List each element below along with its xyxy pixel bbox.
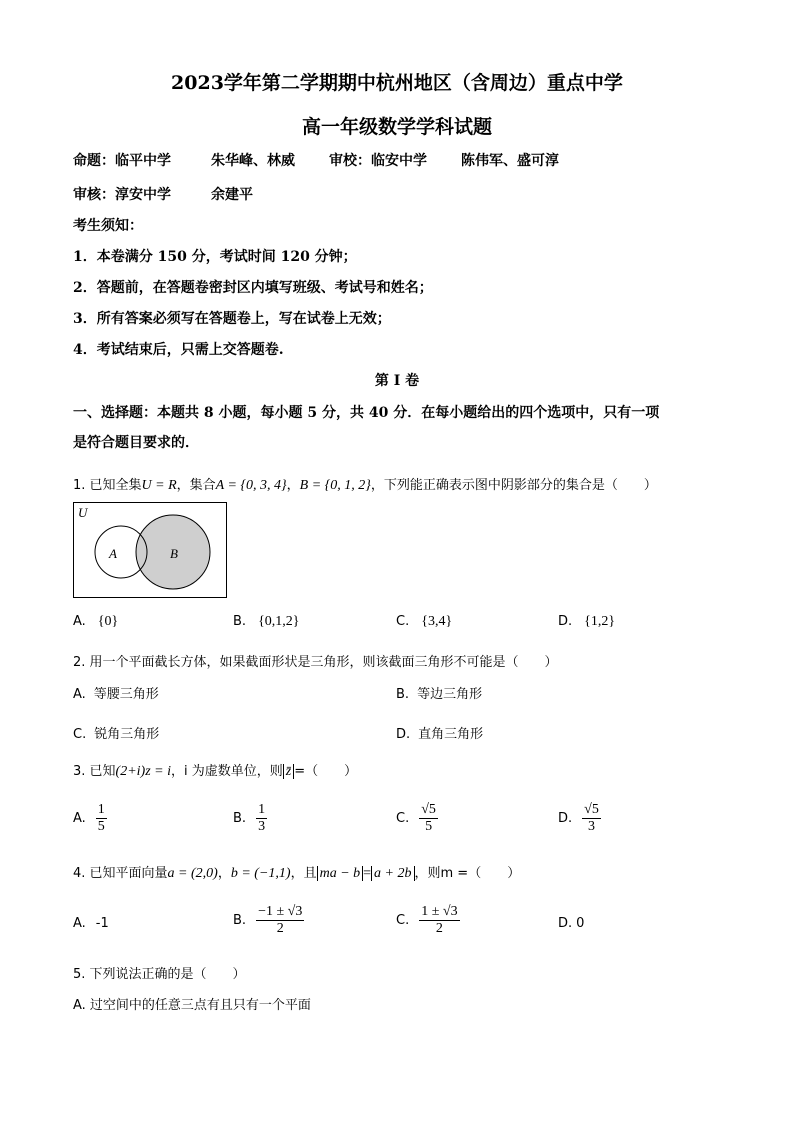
set-b: B = {0, 1, 2} <box>299 478 371 493</box>
q1-option-b[interactable]: B. {0,1,2} <box>233 614 300 629</box>
question-3-stem: 3. 已知(2+i)z = i，i 为虚数单位，则 z̄ =（ ） <box>73 764 358 779</box>
q4-abs-left: ma − b <box>317 866 364 881</box>
volume-heading: 第 I 卷 <box>374 373 420 389</box>
notice-item: 1．本卷满分 150 分，考试时间 120 分钟； <box>73 249 357 265</box>
q3-option-b[interactable]: B. $\frac{1}{3}$ <box>233 802 266 835</box>
q2-option-c[interactable]: C. 锐角三角形 <box>73 727 160 742</box>
venn-label-u: U <box>78 505 88 520</box>
question-1-stem: 1. 已知全集U = R，集合A = {0, 3, 4}，B = {0, 1, 2}，下列能正确表示图中阴影部分的集合是（ ） <box>73 478 657 493</box>
universal-set: U = R <box>141 478 177 493</box>
venn-label-b: B <box>170 546 178 561</box>
question-4-stem: 4. 已知平面向量a = (2,0)，b = (−1,1)，且 ma − b = a + 2b ，则m =（ ） <box>73 866 521 881</box>
set-a: A = {0, 3, 4} <box>215 478 287 493</box>
exam-subtitle: 高一年级数学学科试题 <box>301 116 492 138</box>
q4-option-a[interactable]: A. -1 <box>73 916 109 931</box>
exam-title: 2023学年第二学期期中杭州地区（含周边）重点中学 <box>171 72 623 94</box>
q5-option-a[interactable]: A. 过空间中的任意三点有且只有一个平面 <box>73 998 311 1013</box>
q3-option-d[interactable]: D. $\frac{√5}{3}$ <box>558 802 599 835</box>
credits-line-2 <box>73 184 253 204</box>
section-heading: 一、选择题：本题共 8 小题，每小题 5 分，共 40 分．在每小题给出的四个选项中，只有一项 <box>73 405 660 421</box>
notice-heading: 考生须知： <box>73 218 143 234</box>
q2-option-d[interactable]: D. 直角三角形 <box>396 727 484 742</box>
venn-diagram <box>73 502 227 598</box>
q1-option-c[interactable]: C. {3,4} <box>396 614 453 629</box>
q4-option-b[interactable]: B. $\frac{-1 \pm √3}{2}$ <box>233 904 303 937</box>
q4-option-c[interactable]: C. $\frac{1 \pm √3}{2}$ <box>396 904 458 937</box>
review-names: 余建平 <box>211 187 253 203</box>
section-heading-cont: 是符合题目要求的． <box>73 435 199 451</box>
check-names: 陈伟军、盛可淳 <box>461 153 559 169</box>
credits-line-1 <box>73 150 559 170</box>
q4-abs-right: a + 2b <box>371 866 414 881</box>
notice-item: 2．答题前，在答题卷密封区内填写班级、考试号和姓名； <box>73 280 433 296</box>
q3-abs-conj-z: z̄ <box>283 764 294 779</box>
question-5-stem: 5. 下列说法正确的是（ ） <box>73 967 246 982</box>
q2-option-b[interactable]: B. 等边三角形 <box>396 687 483 702</box>
q2-option-a[interactable]: A. 等腰三角形 <box>73 687 159 702</box>
vector-b: b = (−1,1) <box>230 866 291 881</box>
notice-item: 3．所有答案必须写在答题卷上，写在试卷上无效； <box>73 311 391 327</box>
q3-equation: (2+i)z = i <box>115 764 171 779</box>
vector-a: a = (2,0) <box>167 866 218 881</box>
notice-item: 4．考试结束后，只需上交答题卷. <box>73 342 284 358</box>
review-label: 审核：淳安中学 <box>73 187 171 203</box>
q1-option-d[interactable]: D. {1,2} <box>558 614 616 629</box>
question-2-stem: 2. 用一个平面截长方体，如果截面形状是三角形，则该截面三角形不可能是（ ） <box>73 655 558 670</box>
venn-label-a: A <box>109 546 117 561</box>
q1-option-a[interactable]: A. {0} <box>73 614 119 629</box>
q3-option-c[interactable]: C. $\frac{√5}{5}$ <box>396 802 436 835</box>
propose-label: 命题：临平中学 <box>73 153 171 169</box>
propose-names: 朱华峰、林威 <box>211 153 295 169</box>
check-label: 审校：临安中学 <box>329 153 427 169</box>
q3-option-a[interactable]: A. $\frac{1}{5}$ <box>73 802 105 835</box>
q4-option-d[interactable]: D. 0 <box>558 916 585 931</box>
